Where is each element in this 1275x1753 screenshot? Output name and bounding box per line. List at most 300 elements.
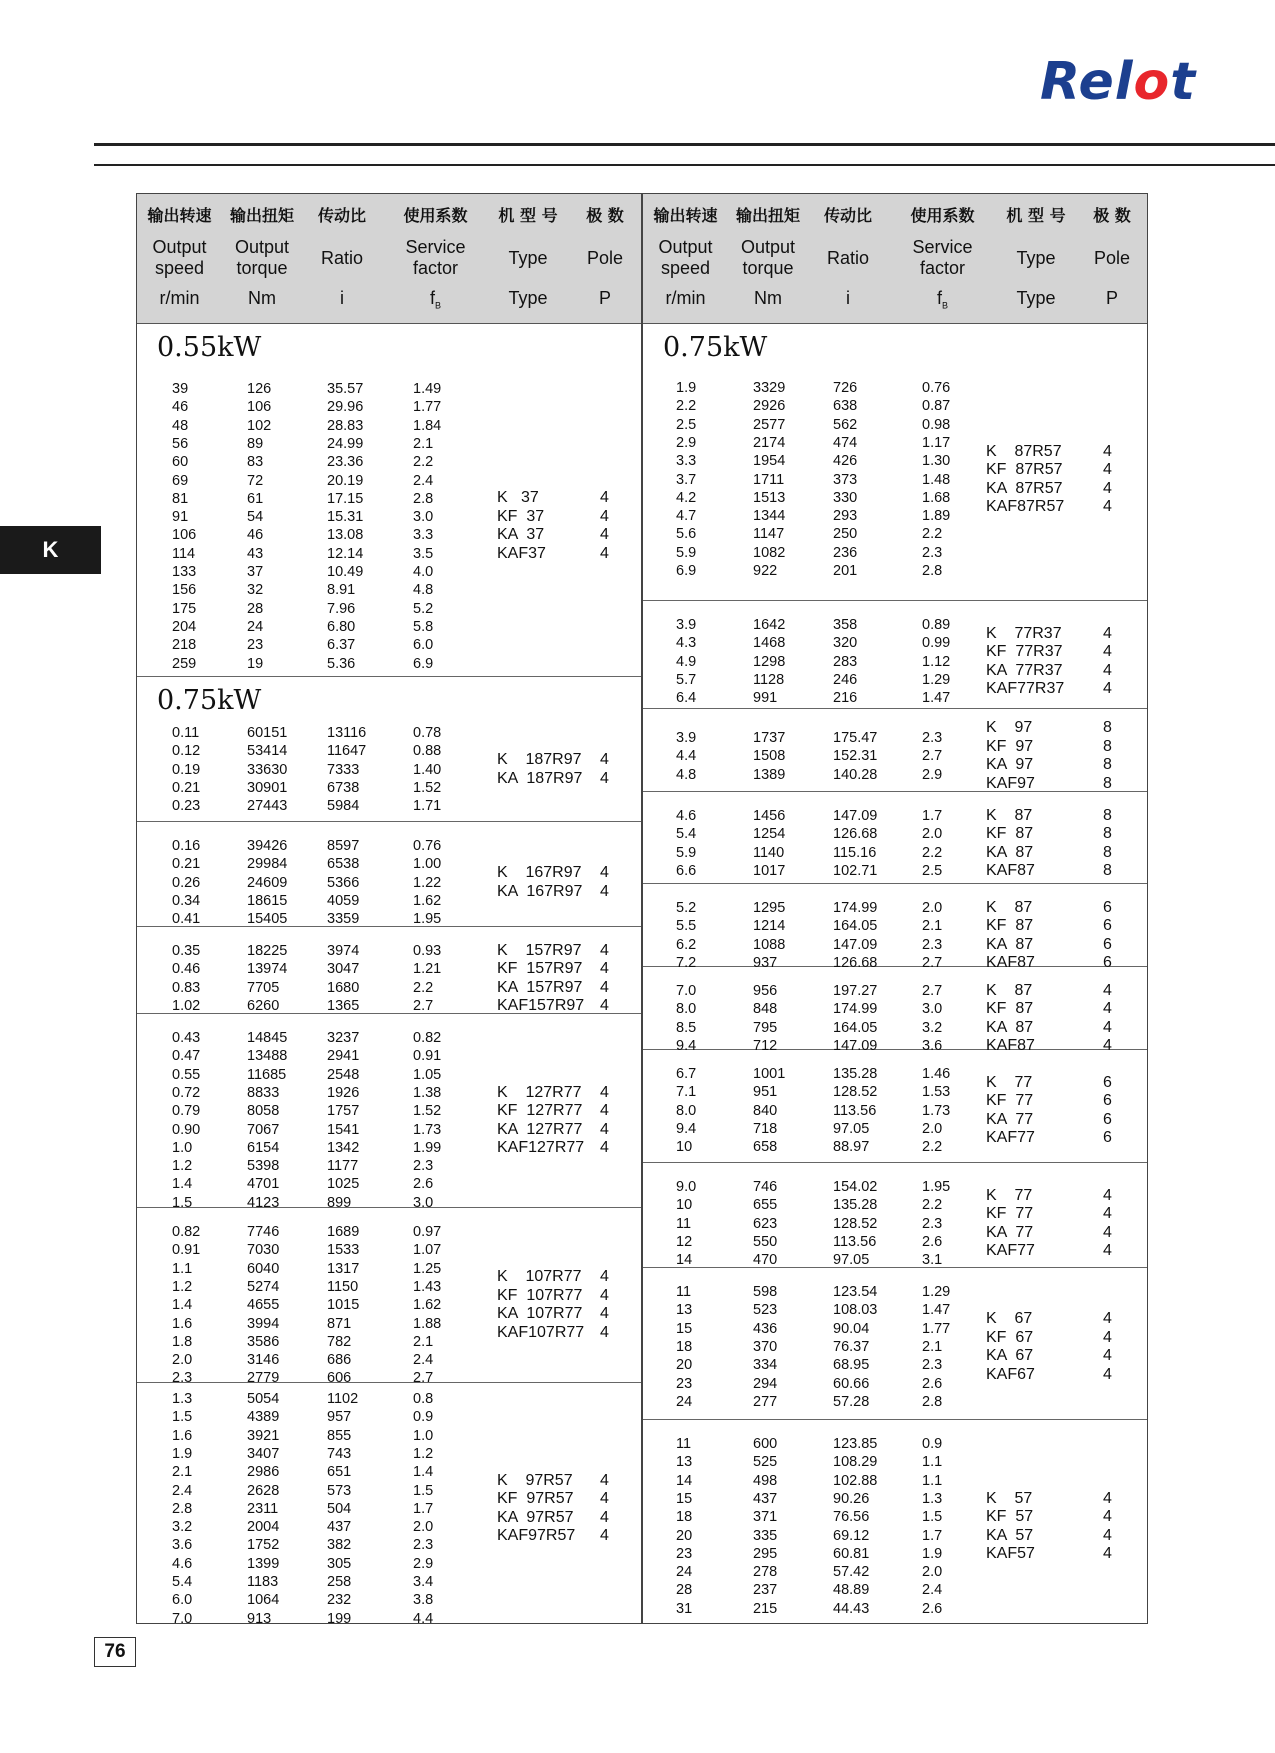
ratio-value: 88.97 <box>833 1139 870 1156</box>
gear-type-label: KAF127R77 <box>497 1139 585 1156</box>
gear-type-label: KAF67 <box>986 1365 1035 1383</box>
ratio-value: 1015 <box>327 1297 360 1314</box>
pole-value: 4 <box>600 526 609 544</box>
service-factor-value: 2.2 <box>922 1197 943 1214</box>
gear-type-label: KAF107R77 <box>497 1323 585 1341</box>
header-ratio-unit: i <box>340 288 344 308</box>
speed-value: 14 <box>676 1252 693 1269</box>
service-factor-value: 1.12 <box>922 653 951 670</box>
section-6 <box>643 967 1147 1055</box>
table-row <box>643 1393 983 1411</box>
service-factor-value: 2.5 <box>922 862 943 879</box>
speed-value: 6.2 <box>676 936 697 953</box>
torque-value: 1017 <box>753 862 786 879</box>
speed-value: 4.7 <box>676 508 697 525</box>
service-factor-value: 2.8 <box>413 490 434 507</box>
speed-value: 4.6 <box>172 1555 193 1572</box>
service-factor-value: 2.6 <box>413 1176 434 1193</box>
speed-value: 20 <box>676 1357 693 1374</box>
service-factor-value: 1.29 <box>922 1284 951 1300</box>
gear-type-label: K 97 <box>986 719 1033 737</box>
service-factor-value: 0.78 <box>413 725 442 741</box>
torque-value: 848 <box>753 1001 778 1018</box>
header-type-unit: Type <box>508 288 548 308</box>
header-service-en-line: factor <box>412 258 459 278</box>
service-factor-value: 2.4 <box>413 472 434 489</box>
service-factor-value: 1.5 <box>413 1482 434 1499</box>
speed-value: 0.82 <box>172 1224 201 1240</box>
table-row <box>643 917 983 935</box>
ratio-value: 113.56 <box>833 1233 877 1250</box>
service-factor-value: 2.7 <box>413 997 434 1014</box>
speed-value: 1.2 <box>172 1158 193 1175</box>
service-factor-value: 1.71 <box>413 798 442 815</box>
ratio-value: 126.68 <box>833 954 878 971</box>
service-factor-value: 1.53 <box>922 1084 951 1101</box>
torque-value: 600 <box>753 1436 778 1452</box>
power-rating-label: 0.75kW <box>663 332 768 363</box>
torque-value: 913 <box>247 1610 272 1627</box>
header-pole-unit: P <box>1105 288 1118 308</box>
table-row <box>137 1102 477 1120</box>
service-factor-value: 1.52 <box>413 779 442 796</box>
header-service-unit-sub: B <box>435 300 442 311</box>
table-row <box>137 1175 477 1193</box>
torque-value: 795 <box>753 1019 778 1036</box>
pole-value: 4 <box>600 751 609 769</box>
table-row <box>137 1445 477 1463</box>
speed-value: 1.4 <box>172 1297 193 1314</box>
speed-value: 18 <box>676 1338 693 1355</box>
service-factor-value: 3.1 <box>922 1252 943 1269</box>
header-type-en <box>489 234 567 282</box>
service-factor-value: 1.95 <box>922 1179 951 1195</box>
service-factor-value: 2.1 <box>413 435 434 452</box>
ratio-value: 29.96 <box>327 399 364 416</box>
service-factor-value: 1.17 <box>922 434 951 451</box>
service-factor-value: 2.2 <box>922 844 943 861</box>
pole-value: 4 <box>600 769 609 787</box>
section-3 <box>643 709 1147 792</box>
speed-value: 31 <box>676 1600 693 1617</box>
service-factor-value: 2.3 <box>413 1537 434 1554</box>
service-factor-value: 1.88 <box>413 1315 442 1332</box>
ratio-value: 1757 <box>327 1103 360 1120</box>
ratio-value: 3974 <box>327 943 360 959</box>
table-row <box>137 545 477 563</box>
table-row <box>137 1066 477 1084</box>
header-pole-unit: P <box>598 288 611 308</box>
speed-value: 10 <box>676 1197 693 1214</box>
ratio-value: 4059 <box>327 892 360 909</box>
speed-value: 91 <box>172 509 189 526</box>
torque-value: 1088 <box>753 936 786 953</box>
pole-value: 4 <box>1103 1365 1112 1383</box>
table-row <box>643 1065 983 1083</box>
torque-value: 72 <box>247 472 264 489</box>
ratio-value: 726 <box>833 380 858 396</box>
section-7 <box>643 1050 1147 1163</box>
speed-value: 0.35 <box>172 943 201 959</box>
ratio-value: 236 <box>833 544 858 561</box>
torque-value: 61 <box>247 490 264 507</box>
torque-value: 14845 <box>247 1030 288 1046</box>
gear-type-label: KAF157R97 <box>497 997 585 1015</box>
service-factor-value: 3.2 <box>922 1019 943 1036</box>
speed-value: 204 <box>172 618 197 635</box>
ratio-value: 5984 <box>327 798 360 815</box>
ratio-value: 258 <box>327 1574 352 1590</box>
torque-value: 4389 <box>247 1409 280 1426</box>
speed-value: 7.1 <box>676 1084 697 1101</box>
service-factor-value: 0.9 <box>922 1436 943 1452</box>
speed-value: 6.9 <box>676 563 697 579</box>
table-row <box>643 1320 983 1338</box>
service-factor-value: 2.6 <box>922 1600 943 1617</box>
service-factor-value: 1.47 <box>922 1302 951 1319</box>
section-tab-k <box>0 526 101 574</box>
pole-value: 4 <box>600 1102 609 1119</box>
table-row <box>643 729 983 747</box>
header-speed-en-line: Output <box>152 237 207 257</box>
table-row <box>643 1000 983 1018</box>
service-factor-value: 2.7 <box>922 954 943 971</box>
header-pole-en <box>1075 234 1149 282</box>
speed-value: 46 <box>172 399 189 416</box>
table-row <box>137 1278 477 1296</box>
speed-value: 3.6 <box>172 1537 193 1554</box>
speed-value: 8.0 <box>676 1102 697 1119</box>
torque-value: 5398 <box>247 1158 280 1175</box>
gear-type-label: K 67 <box>986 1310 1033 1328</box>
pole-value: 6 <box>1103 935 1112 953</box>
speed-value: 2.0 <box>172 1352 193 1369</box>
speed-value: 6.4 <box>676 690 697 707</box>
table-row <box>137 508 477 526</box>
torque-value: 7705 <box>247 979 280 996</box>
torque-value: 2779 <box>247 1370 280 1387</box>
header-pole-zh: 极 数 <box>586 206 624 225</box>
service-factor-value: 1.4 <box>413 1464 434 1481</box>
pole-value: 6 <box>1103 917 1112 935</box>
table-row <box>137 960 477 978</box>
ratio-value: 90.26 <box>833 1490 870 1507</box>
pole-value: 4 <box>600 1305 609 1323</box>
ratio-value: 7333 <box>327 761 360 778</box>
torque-value: 1064 <box>247 1592 280 1609</box>
table-row <box>643 1019 983 1037</box>
table-row <box>137 1351 477 1369</box>
speed-value: 7.0 <box>172 1610 193 1627</box>
torque-value: 83 <box>247 454 264 471</box>
table-row <box>643 1338 983 1356</box>
speed-value: 0.91 <box>172 1242 201 1259</box>
table-row <box>137 1390 477 1408</box>
pole-value: 4 <box>1103 442 1112 460</box>
ratio-value: 1926 <box>327 1084 360 1101</box>
header-speed-unit: r/min <box>665 288 706 308</box>
torque-value: 18225 <box>247 943 288 959</box>
speed-value: 5.6 <box>676 526 697 543</box>
torque-value: 7030 <box>247 1242 280 1259</box>
gear-type-label: KF 67 <box>986 1328 1034 1346</box>
header-speed-en-line: speed <box>154 258 205 278</box>
speed-value: 4.8 <box>676 766 697 783</box>
torque-value: 334 <box>753 1357 778 1374</box>
table-row <box>643 1581 983 1599</box>
header-speed-zh: 输出转速 <box>653 206 718 225</box>
torque-value: 106 <box>247 399 272 416</box>
table-row <box>137 837 477 855</box>
table-row <box>643 1563 983 1581</box>
ratio-value: 250 <box>833 526 858 543</box>
torque-value: 277 <box>753 1393 778 1410</box>
gear-type-label: K 97R57 <box>497 1471 573 1489</box>
header-torque-zh: 输出扭矩 <box>229 206 294 225</box>
ratio-value: 24.99 <box>327 435 364 452</box>
ratio-value: 126.68 <box>833 826 878 843</box>
gear-type-label: K 127R77 <box>497 1083 582 1101</box>
table-row <box>643 1215 983 1233</box>
service-factor-value: 1.77 <box>413 399 442 416</box>
section-4 <box>137 927 641 1014</box>
header-ratio-en <box>302 234 382 282</box>
gear-type-label: KAF97R57 <box>497 1527 576 1545</box>
table-row <box>137 1157 477 1175</box>
speed-value: 56 <box>172 435 189 452</box>
header-type-en <box>997 234 1075 282</box>
ratio-value: 108.29 <box>833 1454 878 1471</box>
table-row <box>643 899 983 917</box>
service-factor-value: 1.1 <box>922 1472 943 1489</box>
header-type-en-line: Type <box>1016 247 1056 268</box>
table-row <box>643 1178 983 1196</box>
gear-type-label: KA 37 <box>497 526 545 544</box>
speed-value: 0.16 <box>172 838 201 854</box>
table-row <box>137 1555 477 1573</box>
speed-value: 4.2 <box>676 489 697 506</box>
header-service <box>382 194 489 323</box>
torque-value: 746 <box>753 1179 778 1195</box>
gear-type-label: K 87R57 <box>986 442 1062 460</box>
speed-value: 0.34 <box>172 892 201 909</box>
pole-value: 4 <box>1103 1489 1112 1507</box>
header-service-en-line: Service <box>912 237 973 257</box>
speed-value: 2.9 <box>676 434 697 451</box>
ratio-value: 140.28 <box>833 766 878 783</box>
speed-value: 6.0 <box>172 1592 193 1609</box>
torque-value: 1082 <box>753 544 786 561</box>
ratio-value: 899 <box>327 1194 352 1211</box>
service-factor-value: 3.5 <box>413 545 434 562</box>
speed-value: 2.3 <box>172 1370 193 1387</box>
service-factor-value: 0.97 <box>413 1224 442 1240</box>
speed-value: 175 <box>172 600 197 617</box>
table-row <box>643 807 983 825</box>
pole-value: 4 <box>600 1120 609 1138</box>
torque-value: 54 <box>247 509 264 526</box>
ratio-value: 606 <box>327 1370 352 1387</box>
speed-value: 2.2 <box>676 398 697 415</box>
torque-value: 1642 <box>753 617 786 633</box>
service-factor-value: 1.7 <box>922 808 943 824</box>
torque-value: 7746 <box>247 1224 280 1240</box>
pole-value: 4 <box>600 864 609 882</box>
pole-value: 4 <box>1103 1242 1112 1260</box>
ratio-value: 123.54 <box>833 1284 878 1300</box>
speed-value: 1.02 <box>172 997 201 1014</box>
speed-value: 3.3 <box>676 453 697 470</box>
gear-type-label: K 107R77 <box>497 1268 582 1286</box>
gear-type-label: KA 157R97 <box>497 978 583 996</box>
table-row <box>643 634 983 652</box>
service-factor-value: 1.73 <box>922 1102 951 1119</box>
speed-value: 1.5 <box>172 1409 193 1426</box>
table-row <box>137 526 477 544</box>
service-factor-value: 4.0 <box>413 564 434 580</box>
header-type <box>997 194 1075 323</box>
table-row <box>137 1084 477 1102</box>
ratio-value: 90.04 <box>833 1320 870 1337</box>
speed-value: 8.5 <box>676 1019 697 1036</box>
speed-value: 23 <box>676 1545 693 1562</box>
ratio-value: 17.15 <box>327 490 364 507</box>
ratio-value: 5366 <box>327 874 360 891</box>
pole-value: 4 <box>1103 498 1112 516</box>
service-factor-value: 3.4 <box>413 1574 434 1590</box>
service-factor-value: 1.29 <box>922 671 951 688</box>
ratio-value: 147.09 <box>833 936 878 953</box>
ratio-value: 23.36 <box>327 454 364 471</box>
service-factor-value: 2.1 <box>413 1333 434 1350</box>
gear-type-label: KF 97 <box>986 737 1034 755</box>
gear-type-label: KA 77 <box>986 1110 1034 1128</box>
service-factor-value: 1.43 <box>413 1278 442 1295</box>
pole-value: 4 <box>1103 1037 1112 1055</box>
service-factor-value: 1.48 <box>922 471 951 488</box>
service-factor-value: 2.4 <box>922 1582 943 1599</box>
table-row <box>643 434 983 452</box>
gear-type-label: KA 187R97 <box>497 769 583 787</box>
speed-value: 0.43 <box>172 1030 201 1046</box>
service-factor-value: 2.6 <box>922 1233 943 1250</box>
torque-value: 15405 <box>247 911 288 928</box>
header-ratio-zh: 传动比 <box>317 206 366 225</box>
header-pole-en-line: Pole <box>1093 247 1131 268</box>
speed-value: 0.46 <box>172 961 201 978</box>
service-factor-value: 2.2 <box>922 526 943 543</box>
torque-value: 1183 <box>247 1574 279 1590</box>
service-factor-value: 1.3 <box>922 1490 943 1507</box>
gear-type-label: KAF57 <box>986 1545 1035 1562</box>
header-service-unit-sub: B <box>942 300 949 311</box>
speed-value: 0.26 <box>172 874 201 891</box>
gear-type-label: KA 87 <box>986 1018 1034 1036</box>
header-pole-en <box>567 234 643 282</box>
speed-value: 12 <box>676 1233 693 1250</box>
ratio-value: 7.96 <box>327 600 356 617</box>
service-factor-value: 1.00 <box>413 856 442 873</box>
table-row <box>643 1508 983 1526</box>
section-6 <box>137 1208 641 1387</box>
section-5 <box>137 1014 641 1211</box>
ratio-value: 957 <box>327 1409 352 1426</box>
service-factor-value: 0.93 <box>413 943 442 959</box>
speed-value: 13 <box>676 1302 693 1319</box>
service-factor-value: 5.8 <box>413 618 434 635</box>
torque-value: 1147 <box>753 526 785 543</box>
ratio-value: 48.89 <box>833 1582 870 1599</box>
speed-value: 8.0 <box>676 1001 697 1018</box>
ratio-value: 1025 <box>327 1176 360 1193</box>
gear-type-label: KF 37 <box>497 507 545 525</box>
torque-value: 29984 <box>247 856 288 873</box>
torque-value: 126 <box>247 381 272 397</box>
pole-value: 8 <box>1103 756 1112 774</box>
ratio-value: 13.08 <box>327 527 364 544</box>
table-row <box>137 1518 477 1536</box>
speed-value: 1.2 <box>172 1278 193 1295</box>
header-service-unit: $f_B$ <box>936 288 949 311</box>
gear-type-label: KA 97 <box>986 756 1034 774</box>
header-pole <box>1075 194 1149 323</box>
table-row <box>643 1138 983 1156</box>
gear-type-label: KA 87R57 <box>986 479 1063 497</box>
pole-value: 4 <box>600 1139 609 1156</box>
ratio-value: 35.57 <box>327 381 364 397</box>
ratio-value: 135.28 <box>833 1066 878 1082</box>
service-factor-value: 0.87 <box>922 398 951 415</box>
table-row <box>643 1435 983 1453</box>
service-factor-value: 2.3 <box>922 1215 943 1232</box>
pole-value: 4 <box>600 489 609 507</box>
service-factor-value: 0.76 <box>922 380 951 396</box>
table-row <box>137 1536 477 1554</box>
service-factor-value: 1.95 <box>413 911 442 928</box>
table-row <box>137 1260 477 1278</box>
ratio-value: 123.85 <box>833 1436 878 1452</box>
ratio-value: 113.56 <box>833 1102 877 1119</box>
torque-value: 2311 <box>247 1500 279 1517</box>
torque-value: 937 <box>753 954 778 971</box>
ratio-value: 320 <box>833 635 858 652</box>
ratio-value: 782 <box>327 1333 352 1350</box>
ratio-value: 1177 <box>327 1158 359 1175</box>
torque-value: 840 <box>753 1102 778 1119</box>
speed-value: 11 <box>676 1284 692 1300</box>
speed-value: 218 <box>172 637 197 654</box>
ratio-value: 573 <box>327 1482 352 1499</box>
header-ratio-zh: 传动比 <box>823 206 872 225</box>
service-factor-value: 4.8 <box>413 582 434 599</box>
ratio-value: 1150 <box>327 1278 359 1295</box>
right-table <box>642 193 1148 1624</box>
table-row <box>137 563 477 581</box>
table-row <box>643 689 983 707</box>
service-factor-value: 0.98 <box>922 416 951 433</box>
pole-value: 4 <box>1103 1223 1112 1241</box>
service-factor-value: 1.25 <box>413 1260 442 1277</box>
speed-value: 1.9 <box>172 1445 193 1462</box>
table-row <box>643 1196 983 1214</box>
speed-value: 10 <box>676 1139 693 1156</box>
torque-value: 6260 <box>247 997 280 1014</box>
table-header <box>643 194 1147 324</box>
service-factor-value: 1.07 <box>413 1242 442 1259</box>
speed-value: 3.2 <box>172 1519 193 1536</box>
pole-value: 8 <box>1103 843 1112 861</box>
table-row <box>643 844 983 862</box>
